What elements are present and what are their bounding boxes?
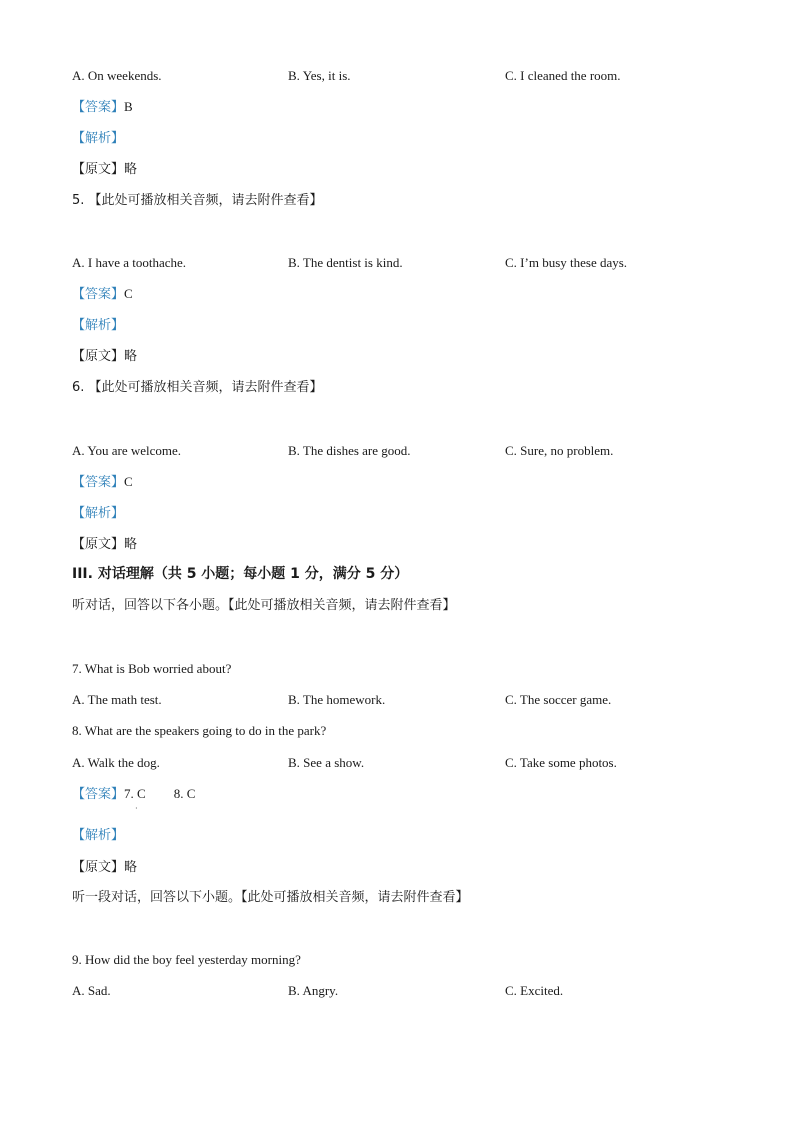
q7-option-a: A. The math test. xyxy=(72,692,162,707)
q4-original xyxy=(72,161,137,178)
q8-answer-value: 8. C xyxy=(173,786,196,801)
analysis-tag: 【解析】 xyxy=(72,318,125,333)
q7-8-answer xyxy=(72,786,195,803)
q5-prompt: 5. 【此处可播放相关音频，请去附件查看】 xyxy=(72,193,323,208)
analysis-tag: 【解析】 xyxy=(72,506,125,521)
stray-dot: · xyxy=(135,804,138,813)
q6-option-a: A. You are welcome. xyxy=(72,443,182,458)
section-3-heading: III. 对话理解（共 5 小题；每小题 1 分，满分 5 分） xyxy=(72,566,409,582)
q4-option-b: B. Yes, it is. xyxy=(288,68,351,83)
q8-option-b: B. See a show. xyxy=(288,755,365,770)
q7-question: 7. What is Bob worried about? xyxy=(72,661,232,676)
original-tag: 【原文】 xyxy=(72,860,125,875)
q5-original xyxy=(72,348,137,365)
original-tag: 【原文】 xyxy=(72,537,125,552)
q5-answer-value: C xyxy=(124,286,133,301)
answer-tag: 【答案】 xyxy=(72,287,125,302)
section-3-instruction: 听对话，回答以下各小题。【此处可播放相关音频，请去附件查看】 xyxy=(72,598,456,613)
q4-answer xyxy=(72,99,133,116)
q6-prompt: 6. 【此处可播放相关音频，请去附件查看】 xyxy=(72,380,323,395)
answer-tag: 【答案】 xyxy=(72,475,125,490)
q4-option-c: C. I cleaned the room. xyxy=(505,68,621,83)
q6-option-b: B. The dishes are good. xyxy=(288,443,411,458)
original-tag: 【原文】 xyxy=(72,349,125,364)
q5-option-b: B. The dentist is kind. xyxy=(288,255,403,270)
q9-option-a: A. Sad. xyxy=(72,983,111,998)
q5-answer xyxy=(72,286,133,303)
q5-option-a: A. I have a toothache. xyxy=(72,255,187,270)
q4-analysis xyxy=(72,130,124,147)
q5-original-value: 略 xyxy=(124,349,138,364)
q7-8-original xyxy=(72,859,137,876)
q7-option-b: B. The homework. xyxy=(288,692,386,707)
q6-option-c: C. Sure, no problem. xyxy=(505,443,614,458)
q6-answer-value: C xyxy=(124,474,133,489)
q8-option-c: C. Take some photos. xyxy=(505,755,617,770)
analysis-tag: 【解析】 xyxy=(72,131,125,146)
q5-option-c: C. I’m busy these days. xyxy=(505,255,628,270)
q9-question: 9. How did the boy feel yesterday morning? xyxy=(72,952,301,967)
q7-option-c: C. The soccer game. xyxy=(505,692,612,707)
q9-option-c: C. Excited. xyxy=(505,983,564,998)
q6-answer xyxy=(72,474,133,491)
q6-analysis xyxy=(72,505,124,522)
q8-option-a: A. Walk the dog. xyxy=(72,755,160,770)
q5-analysis xyxy=(72,317,124,334)
q6-original-value: 略 xyxy=(124,537,138,552)
group-2-instruction: 听一段对话，回答以下小题。【此处可播放相关音频，请去附件查看】 xyxy=(72,890,469,905)
q4-original-value: 略 xyxy=(124,162,138,177)
analysis-tag: 【解析】 xyxy=(72,828,125,843)
q9-option-b: B. Angry. xyxy=(288,983,339,998)
q7-8-original-value: 略 xyxy=(124,860,138,875)
q4-option-a: A. On weekends. xyxy=(72,68,162,83)
answer-tag: 【答案】 xyxy=(72,100,125,115)
q4-answer-value: B xyxy=(124,99,133,114)
original-tag: 【原文】 xyxy=(72,162,125,177)
q7-8-analysis xyxy=(72,827,124,844)
q7-answer-value: 7. C xyxy=(124,786,146,801)
q8-question: 8. What are the speakers going to do in the park? xyxy=(72,723,327,738)
answer-tag: 【答案】 xyxy=(72,787,125,802)
q6-original xyxy=(72,536,137,553)
